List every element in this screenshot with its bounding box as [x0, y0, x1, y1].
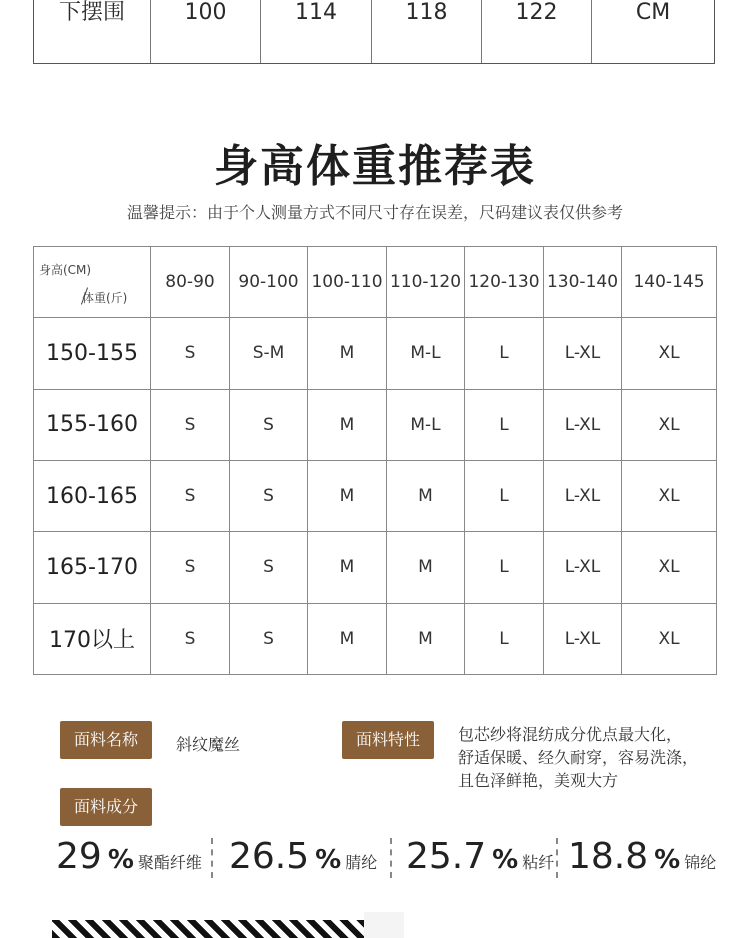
row-value: 118 — [372, 0, 482, 63]
row-unit: CM — [635, 0, 671, 25]
size-cell: S — [230, 460, 308, 531]
size-cell: S — [230, 603, 308, 674]
row-value: 122 — [482, 0, 592, 63]
size-cell: XL — [622, 603, 717, 674]
size-cell: M — [387, 460, 465, 531]
size-cell: S — [151, 389, 230, 460]
height-range-cell: 150-155 — [34, 318, 151, 389]
size-cell: L — [465, 389, 544, 460]
height-range-cell: 155-160 — [34, 389, 151, 460]
size-cell: S — [151, 318, 230, 389]
size-cell: S — [151, 603, 230, 674]
table-row — [34, 318, 717, 389]
fabric-composition-tag: 面料成分 — [60, 788, 152, 826]
divider — [390, 838, 392, 878]
row-value: 114 — [261, 0, 372, 63]
size-cell: L-XL — [544, 532, 622, 603]
height-range-cell: 160-165 — [34, 460, 151, 531]
size-cell: M — [387, 603, 465, 674]
size-cell: S — [230, 532, 308, 603]
composition-unit: % — [315, 845, 342, 875]
divider — [211, 838, 213, 878]
size-recommendation-table — [33, 246, 717, 675]
feature-line: 包芯纱将混纺成分优点最大化， — [458, 725, 683, 744]
composition-value: 26.5 — [229, 836, 310, 877]
weight-header: 80-90 — [151, 247, 230, 318]
size-cell: XL — [622, 389, 717, 460]
size-cell: S — [230, 389, 308, 460]
size-tip: 温馨提示：由于个人测量方式不同尺寸存在误差，尺码建议表仅供参考 — [126, 203, 623, 222]
table-row — [34, 460, 717, 531]
row-label: 下摆围 — [34, 0, 151, 63]
size-cell: L — [465, 318, 544, 389]
composition-unit: % — [492, 845, 519, 875]
size-cell: XL — [622, 532, 717, 603]
composition-item — [406, 836, 554, 877]
size-cell: L-XL — [544, 603, 622, 674]
size-cell: L-XL — [544, 389, 622, 460]
size-cell: S-M — [230, 318, 308, 389]
divider — [556, 838, 558, 878]
size-cell: M — [308, 389, 387, 460]
size-cell: S — [151, 460, 230, 531]
size-cell: M — [308, 603, 387, 674]
weight-header: 140-145 — [622, 247, 717, 318]
composition-name: 锦纶 — [684, 853, 717, 872]
composition-item — [568, 836, 716, 877]
weight-header: 120-130 — [465, 247, 544, 318]
size-cell: M-L — [387, 389, 465, 460]
composition-value: 29 — [56, 836, 102, 877]
composition-name: 粘纤 — [522, 853, 555, 872]
weight-axis-label: 体重(斤) — [82, 291, 128, 305]
size-cell: XL — [622, 460, 717, 531]
fabric-name-value: 斜纹魔丝 — [176, 735, 241, 754]
fabric-swatch-image — [52, 920, 364, 938]
fabric-feature-text — [458, 723, 698, 792]
size-cell: L-XL — [544, 318, 622, 389]
weight-header: 130-140 — [544, 247, 622, 318]
table-row — [34, 389, 717, 460]
size-cell: L-XL — [544, 460, 622, 531]
size-cell: M — [308, 532, 387, 603]
weight-header: 90-100 — [230, 247, 308, 318]
size-cell: L — [465, 460, 544, 531]
weight-header: 100-110 — [308, 247, 387, 318]
size-cell: M-L — [387, 318, 465, 389]
composition-unit: % — [654, 845, 681, 875]
composition-name: 聚酯纤维 — [137, 853, 202, 872]
feature-line: 且色泽鲜艳，美观大方 — [458, 771, 619, 790]
size-cell: XL — [622, 318, 717, 389]
size-cell: M — [308, 460, 387, 531]
row-value: 100 — [151, 0, 261, 63]
weight-header: 110-120 — [387, 247, 465, 318]
page-title: 身高体重推荐表 — [214, 141, 536, 192]
size-cell: S — [151, 532, 230, 603]
composition-item — [56, 836, 202, 877]
fabric-name-tag: 面料名称 — [60, 721, 152, 759]
size-cell: M — [387, 532, 465, 603]
composition-item — [229, 836, 377, 877]
composition-value: 25.7 — [406, 836, 487, 877]
size-cell: L — [465, 532, 544, 603]
fabric-feature-tag: 面料特性 — [342, 721, 434, 759]
height-range-cell: 170以上 — [34, 603, 151, 674]
size-cell: L — [465, 603, 544, 674]
fabric-swatch-image — [364, 912, 404, 938]
table-row — [34, 532, 717, 603]
size-cell: M — [308, 318, 387, 389]
corner-cell — [34, 247, 151, 318]
feature-line: 舒适保暖、经久耐穿，容易洗涤， — [458, 748, 699, 767]
table-row — [34, 603, 717, 674]
table-header-row — [34, 247, 717, 318]
waist-hem-row — [33, 0, 715, 64]
composition-name: 腈纶 — [345, 853, 378, 872]
height-axis-label: 身高(CM) — [39, 263, 92, 277]
height-range-cell: 165-170 — [34, 532, 151, 603]
composition-value: 18.8 — [568, 836, 649, 877]
composition-unit: % — [107, 845, 134, 875]
